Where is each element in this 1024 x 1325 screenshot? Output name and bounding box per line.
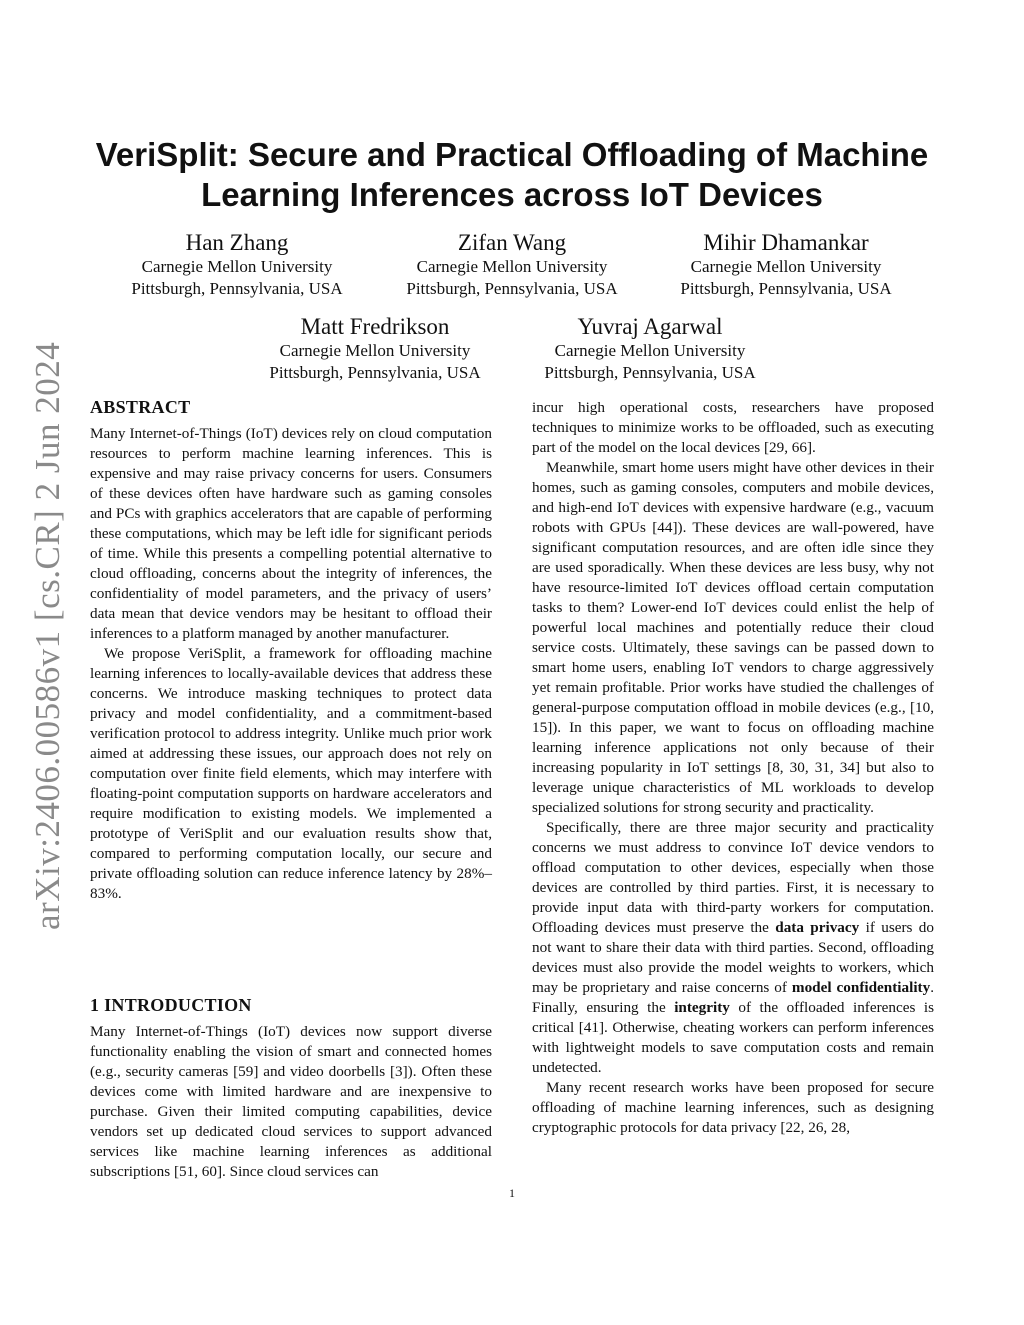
author-location: Pittsburgh, Pennsylvania, USA	[680, 279, 892, 298]
author-name: Han Zhang	[185, 230, 289, 255]
author-affiliation: Carnegie Mellon University	[141, 257, 333, 276]
intro-paragraph: Many Internet-of-Things (IoT) devices now support diverse functionality enabling the vision of smart and connected homes (e.g., security cameras [59] and video doorbells [3]). Often these devices come with limited hardware and are inexpensive to purchase. Given their limited computing capabilities, device vendors set up dedicated cloud services to support advanced services like machine learning inferences as additional subscriptions [51, 60]. Since cloud services can	[90, 1023, 492, 1180]
author-affiliation: Carnegie Mellon University	[279, 341, 471, 360]
emphasis-data-privacy: data privacy	[775, 919, 860, 936]
author-block	[92, 230, 382, 300]
body-paragraph: Meanwhile, smart home users might have other devices in their homes, such as gaming consoles, computers and mobile devices, and high-end IoT devices with expensive hardware (e.g., vacuum robots with GPUs [44]). These devices are wall-powered, have significant computation resources, and are often idle since they are used sporadically. When these devices are less busy, why not have resource-limited IoT devices offload certain computation tasks to them? Lower-end IoT devices could enlist the help of powerful local machines and potentially reduce their cloud service costs. Ultimately, these savings can be passed down to smart home users, enabling IoT vendors to charge aggressively yet remain profitable. Prior works have studied the challenges of general-purpose computation offload in mobile devices (e.g., [10, 15]). In this paper, we want to focus on offloading machine learning inference applications not only because of their increasing popularity in IoT settings [8, 30, 31, 34] but also to leverage unique characteristics of ML workloads to develop specialized solutions for strong security and practicality.	[532, 459, 934, 816]
author-affiliation: Carnegie Mellon University	[416, 257, 608, 276]
author-name: Yuvraj Agarwal	[577, 314, 723, 339]
right-column	[532, 398, 934, 1138]
abstract-heading: ABSTRACT	[90, 397, 191, 417]
abstract-paragraph: We propose VeriSplit, a framework for offloading machine learning inferences to locally-available devices that address these concerns. We introduce masking techniques to protect data privacy and model confidentiality, and a commitment-based verification protocol to address integrity. Unlike much prior work aimed at addressing these issues, our approach does not rely on computation over finite field elements, which may interfere with floating-point computation supports on hardware accelerators and require modification to existing models. We implemented a prototype of VeriSplit and our evaluation results show that, compared to performing computation locally, our secure and private offloading solution can reduce inference latency by 28%–83%.	[90, 645, 492, 902]
author-location: Pittsburgh, Pennsylvania, USA	[131, 279, 343, 298]
abstract-paragraph: Many Internet-of-Things (IoT) devices rely on cloud computation resources to perform machine learning inferences. This is expensive and may raise privacy concerns for users. Consumers of these devices often have hardware such as gaming consoles and PCs with graphics accelerators that are capable of performing these computations, which may be left idle for significant periods of time. While this presents a compelling potential alternative to cloud offloading, concerns about the integrity of inferences, the confidentiality of model parameters, and the privacy of users’ data mean that device vendors may be hesitant to offload their inferences to a platform managed by another manufacturer.	[90, 425, 492, 642]
author-name: Zifan Wang	[457, 230, 567, 255]
author-block	[230, 314, 520, 384]
author-block	[641, 230, 931, 300]
author-block	[367, 230, 657, 300]
body-paragraph: incur high operational costs, researchers have proposed techniques to minimize works to be offloaded, such as executing part of the model on the local devices [29, 66].	[532, 399, 934, 456]
body-paragraph: Many recent research works have been proposed for secure offloading of machine learning inferences, such as designing cryptographic protocols for data privacy [22, 26, 28,	[532, 1079, 934, 1136]
text-run: of the offloaded inferences is critical [41]. Otherwise, cheating workers can perform inferences with lightweight models to save computation costs and remain undetected.	[532, 999, 935, 1076]
author-affiliation: Carnegie Mellon University	[690, 257, 882, 276]
text-run: . Finally, ensuring the	[532, 979, 934, 1016]
author-location: Pittsburgh, Pennsylvania, USA	[544, 363, 756, 382]
paper-title: VeriSplit: Secure and Practical Offloading of Machine Learning Inferences across IoT Devices	[95, 136, 929, 213]
author-name: Matt Fredrikson	[300, 314, 450, 339]
emphasis-integrity: integrity	[674, 999, 730, 1016]
author-location: Pittsburgh, Pennsylvania, USA	[269, 363, 481, 382]
author-name: Mihir Dhamankar	[703, 230, 869, 255]
author-block	[505, 314, 795, 384]
page-number: 1	[509, 1186, 515, 1200]
text-run: Specifically, there are three major security and practicality concerns we must address to convince IoT device vendors to offload computation to other devices, especially when those devices are controlled by third parties. First, it is necessary to provide input data with third-party workers for computation. Offloading devices must preserve the	[532, 819, 934, 936]
body-paragraph	[532, 818, 934, 1078]
arxiv-identifier: arXiv:2406.00586v1 [cs.CR] 2 Jun 2024	[28, 341, 67, 930]
emphasis-model-confidentiality: model confidentiality	[791, 979, 931, 996]
author-location: Pittsburgh, Pennsylvania, USA	[406, 279, 618, 298]
left-column	[90, 396, 492, 904]
introduction-heading: 1 INTRODUCTION	[90, 995, 252, 1015]
author-affiliation: Carnegie Mellon University	[554, 341, 746, 360]
introduction-section	[90, 994, 492, 1182]
text-run: if users do not want to share their data with third parties. Second, offloading devices must also provide the model weights to workers, which may be proprietary and raise concerns of	[532, 919, 934, 996]
